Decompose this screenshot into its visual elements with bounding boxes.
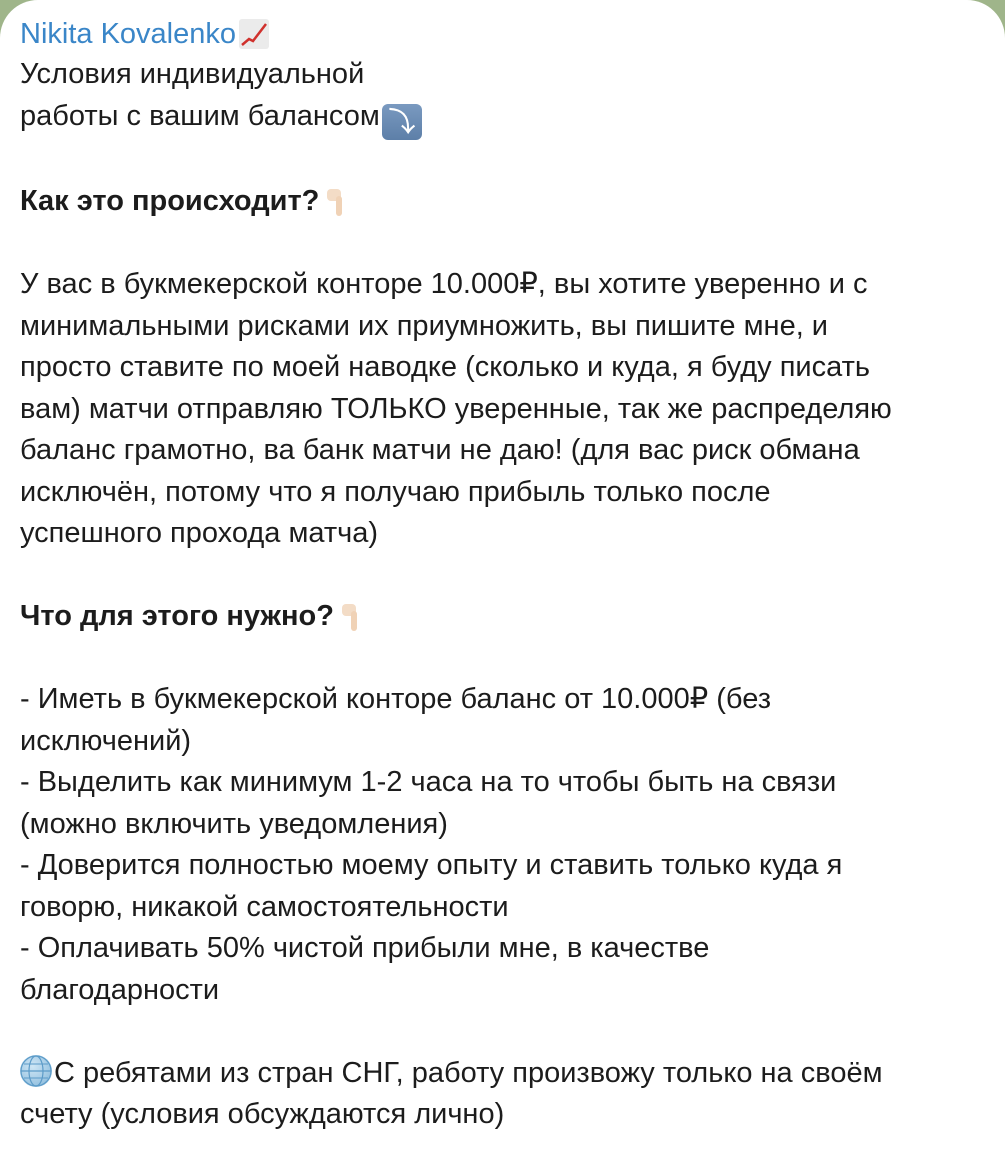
body-line: просто ставите по моей наводке (сколько и куда, я буду писать — [20, 351, 871, 383]
chart-increasing-icon — [239, 19, 269, 49]
list-item-line: исключений) — [20, 724, 192, 757]
section-heading: Что для этого нужно? — [20, 596, 985, 638]
list-item-line: - Доверится полностью моему опыту и ставить только куда я — [20, 849, 843, 881]
pointing-down-hand-icon — [340, 601, 364, 635]
title-line: работы с вашим балансом ⤵ — [20, 96, 985, 140]
body-line: У вас в букмекерской конторе 10.000₽, вы хотите уверенно и с — [20, 268, 868, 300]
sender-row — [20, 14, 985, 54]
sender-name[interactable]: Nikita Kovalenko — [20, 18, 236, 50]
body-line: баланс грамотно, ва банк матчи не даю! (для вас риск обмана — [20, 434, 860, 466]
arrow-down-right-curved-icon: ⤵ — [382, 104, 422, 140]
list-item-line: - Оплачивать 50% чистой прибыли мне, в качестве — [20, 932, 710, 964]
body-line: минимальными рисками их приумножить, вы пишите мне, и — [20, 309, 829, 342]
globe-icon — [20, 1055, 52, 1087]
footer-line: С ребятами из стран СНГ, работу произвожу только на своём — [20, 1053, 985, 1095]
body-line: вам) матчи отправляю ТОЛЬКО уверенные, так же распределяю — [20, 392, 892, 425]
list-item-line: - Выделить как минимум 1-2 часа на то чтобы быть на связи — [20, 766, 837, 798]
body-line: исключён, потому что я получаю прибыль только после — [20, 475, 771, 508]
list-item-line: (можно включить уведомления) — [20, 807, 448, 840]
pointing-down-hand-icon — [325, 186, 349, 220]
body-line: успешного прохода матча) — [20, 517, 379, 549]
list-item-line: благодарности — [20, 973, 220, 1006]
list-item-line: - Иметь в букмекерской конторе баланс от 10.000₽ (без — [20, 683, 771, 715]
title-line: Условия индивидуальной — [20, 58, 365, 90]
footer-line: счету (условия обсуждаются лично) — [20, 1098, 505, 1130]
section-heading: Как это происходит? — [20, 181, 985, 223]
list-item-line: говорю, никакой самостоятельности — [20, 890, 509, 923]
